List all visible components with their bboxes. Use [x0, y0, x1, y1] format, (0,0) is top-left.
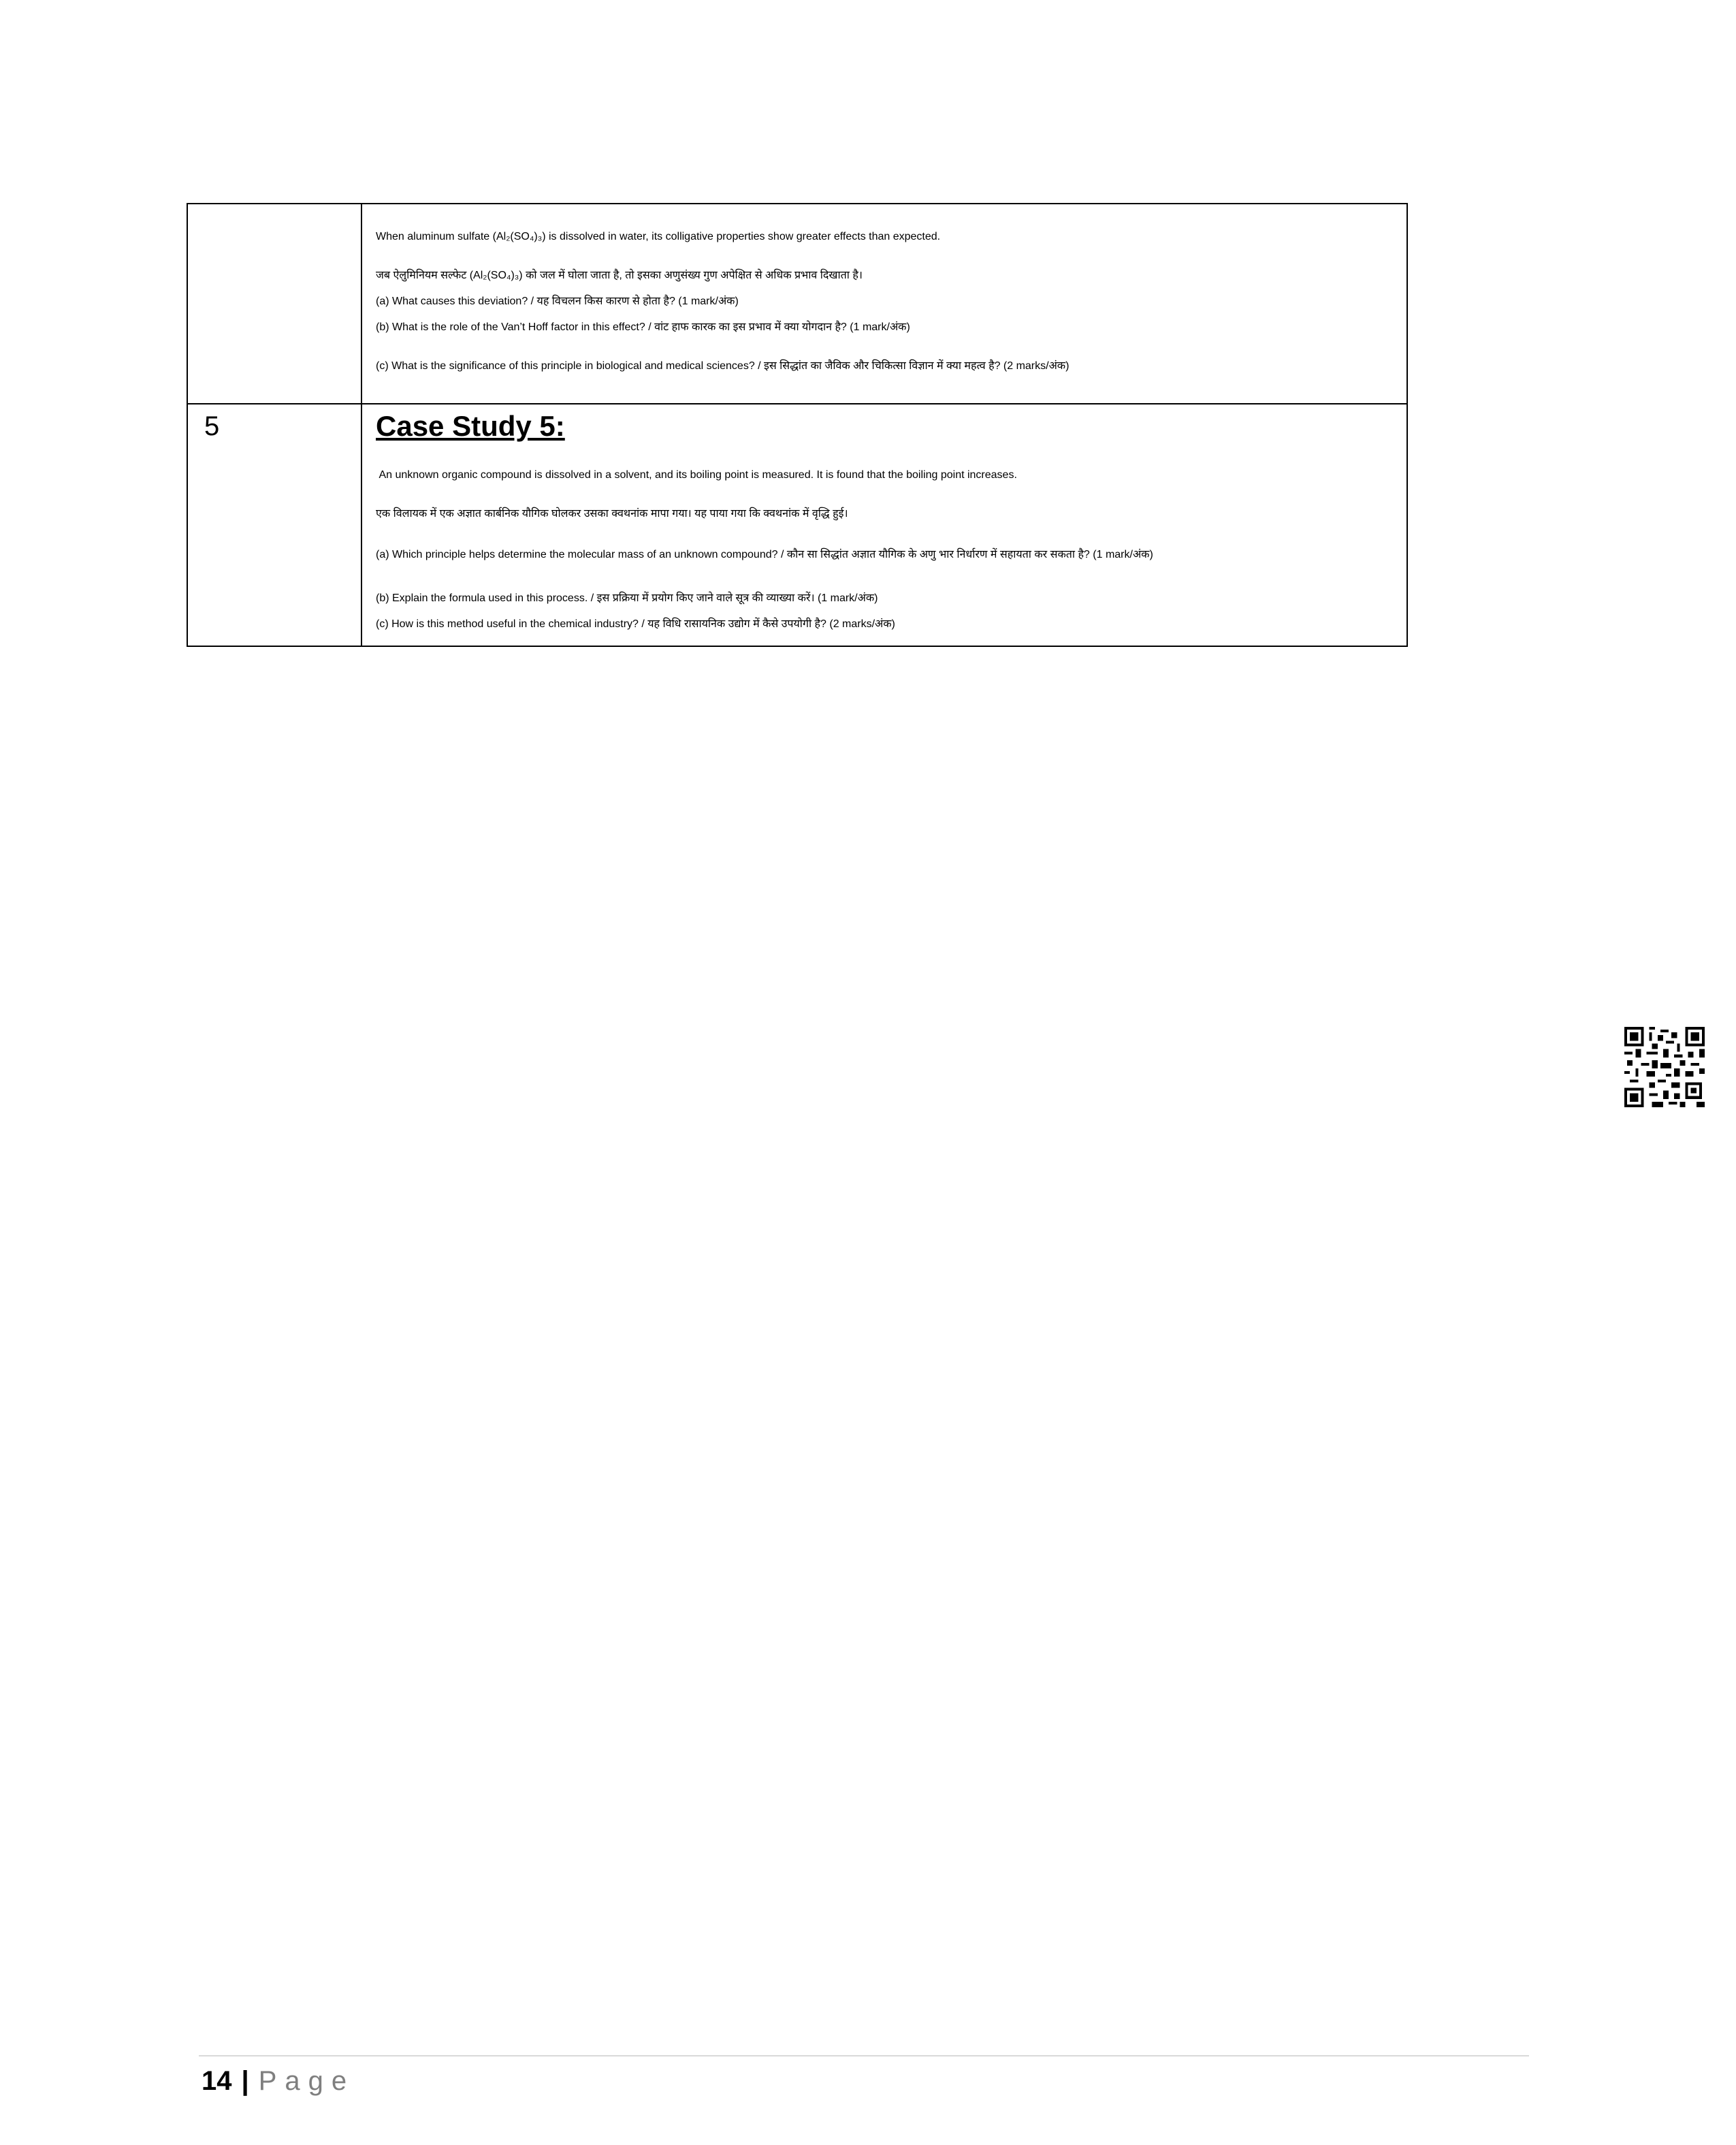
question-a: (a) Which principle helps determine the molecular mass of an unknown compound? / कौन सा सिद्धांत अज्ञात यौगिक के अणु भार निर्धारण में सहायता कर सकता है? (1 mark/अंक) — [376, 549, 1153, 560]
table-row — [187, 404, 1407, 646]
intro-text-en: An unknown organic compound is dissolved in a solvent, and its boiling point is measured. It is found that the boiling point increases. — [376, 469, 1017, 481]
qr-code-icon — [1624, 1027, 1705, 1107]
question-b: (b) Explain the formula used in this process. / इस प्रक्रिया में प्रयोग किए जाने वाले सूत्र की व्याख्या करें। (1 mark/अंक) — [376, 592, 878, 604]
footer-separator: | — [241, 2066, 249, 2096]
intro-text-hi: एक विलायक में एक अज्ञात कार्बनिक यौगिक घोलकर उसका क्वथनांक मापा गया। यह पाया गया कि क्वथनांक में वृद्धि हुई। — [376, 508, 848, 520]
intro-text-hi: जब ऐलुमिनियम सल्फेट (Al₂(SO₄)₃) को जल में घोला जाता है, तो इसका अणुसंख्य गुण अपेक्षित से अधिक प्रभाव दिखाता है। — [376, 270, 863, 281]
page-number: 14 — [202, 2066, 232, 2096]
page-footer — [202, 2063, 355, 2099]
question-content — [361, 404, 1407, 646]
footer-divider — [199, 2055, 1529, 2056]
question-b: (b) What is the role of the Van’t Hoff factor in this effect? / वांट हाफ कारक का इस प्रभाव में क्या योगदान है? (1 mark/अंक) — [376, 321, 910, 333]
question-c: (c) What is the significance of this principle in biological and medical sciences? / इस सिद्धांत का जैविक और चिकित्सा विज्ञान में क्या महत्व है? (2 marks/अंक) — [376, 360, 1070, 372]
page-label: Page — [258, 2066, 355, 2096]
question-a: (a) What causes this deviation? / यह विचलन किस कारण से होता है? (1 mark/अंक) — [376, 296, 739, 307]
question-number: 5 — [187, 404, 361, 646]
question-table — [187, 203, 1408, 647]
intro-text-en: When aluminum sulfate (Al₂(SO₄)₃) is dissolved in water, its colligative properties show greater effects than expected. — [376, 231, 941, 242]
question-content — [361, 204, 1407, 404]
case-study-heading: Case Study 5: — [376, 410, 565, 442]
table-row — [187, 204, 1407, 404]
question-number — [187, 204, 361, 404]
question-c: (c) How is this method useful in the chemical industry? / यह विधि रासायनिक उद्योग में कैसे उपयोगी है? (2 marks/अंक) — [376, 618, 895, 630]
